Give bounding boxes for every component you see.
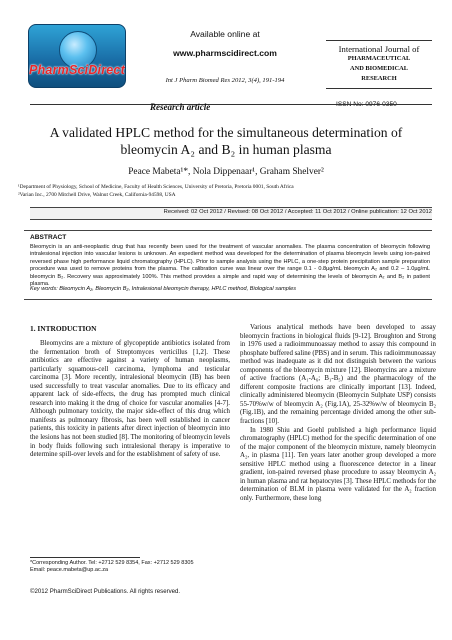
pharmscidirect-logo [28,24,126,88]
journal-name-line2: PHARMACEUTICAL [347,55,411,62]
keywords: Key words: Bleomycin A₂, Bleomycin B₂, Intralesional bleomycin therapy, HPLC method, Biological samples [30,286,297,292]
authors: Peace Mabeta¹*, Nola Dippenaar¹, Graham Shelver² [128,167,324,177]
right-paragraph-1: Various analytical methods have been developed to assay bleomycin fractions in biological fluids [9-12]. Broughton and Strong in 1976 used a radioimmunoassay method to assay this compound in phosphate buffered saline (PBS) and in serum. This radioimmunoassay method was inadequate as it did not distinguish between the various components of the bleomycin mixture [12]. Bleomycins are a mixture of active fractions (A₁-A₆; B₁-B₅) and the pharmacology of the different composite fractions are clinically important [13]. Indeed, clinically administered bleomycin (Bleomycin Sulphate USP) consists 55-70%w/w of bleomycin A₂ (Fig.1A), 25-32%w/w of bleomycin B₂ (Fig.1B), and the remaining percentage divided among the other sub-fractions [10]. [240,324,436,426]
abstract-text: Bleomycin is an anti-neoplastic drug that has recently been used for the treatment of vascular anomalies. The plasma concentration of bleomycin following intralesional injection into vascular lesions is unknown. An expedient method was developed for the determination of plasma bleomycin levels using ion-paired reversed phase high performance liquid chromatography (HPLC). Prior to sample analysis using the HPLC, a one-step protein precipitation sample preparation procedure was used to remove proteins from the plasma. The calibration curve was linear over the range 0.1 - 0.8µg/mL bleomycin A₂ and 0.2 – 1.0µg/mL bleomycin B₂. Recovery was approximately 100%. This method provides a simple and rapid way of determining the levels of bleomycin A₂ and B₂ in patient plasma. [30,244,430,288]
affiliation-1: ¹Department of Physiology, School of Medicine, Faculty of Health Sciences, University of Pretoria, Pretoria 0001, South Africa [18,184,294,190]
affiliation-2: ²Varian Inc., 2700 Mitchell Drive, Walnut Creek, California-94598, USA [18,192,176,198]
corresponding-author [30,560,230,574]
journal-url-link[interactable]: www.pharmscidirect.com [173,48,277,58]
header-divider [30,104,432,105]
abstract-heading: ABSTRACT [30,234,67,241]
right-column [240,324,436,503]
journal-name-line1: International Journal of [338,44,420,54]
journal-name-line3: AND BIOMEDICAL [349,65,409,72]
journal-name-box [326,40,432,89]
journal-name-line4: RESEARCH [361,75,397,82]
corresponding-author-contact: *Corresponding Author. Tel: +2712 529 8354, Fax: +2712 529 8305 [30,560,194,566]
intro-paragraph: Bleomycins are a mixture of glycopeptide antibiotics isolated from the fermentation broth of Streptomyces verticillus [1,2]. These antibiotics are effective against a variety of human neoplasms, particularly squamous-cell carcinoma, lymphoma and testicular carcinoma [3]. More recently, intralesional bleomycin (IB) has been used successfully to treat vascular anomalies. Due to its efficacy and apparent lack of side-effects, the drug has prompted much clinical research into making it the drug of choice for vascular anomalies [4-7]. Although pulmonary toxicity, the major side-effect of this drug which manifests as pulmonary fibrosis, has been well established in cancer patients, this toxicity in patients after direct injection of bleomycin into the lesions has not been studied [8]. The monitoring of bleomycin levels in body fluids following such intralesional therapy is imperative to determine spill-over levels and for the establishment of safety of use. [30,340,230,459]
issn: ISSN No: 0976-0350 [336,101,397,108]
citation: Int J Pharm Biomed Res 2012, 3(4), 191-194 [165,77,285,84]
article-title [20,124,432,158]
copyright: ©2012 PharmSciDirect Publications. All rights reserved. [30,588,181,595]
publication-dates: Received: 02 Oct 2012 / Revised: 08 Oct 2012 / Accepted: 11 Oct 2012 / Online publication: 12 Oct 2012 [163,209,432,215]
title-line2: bleomycin A₂ and B₂ in human plasma [120,142,332,157]
left-column [30,340,230,460]
article-type: Research article [150,102,211,112]
available-online-label: Available online at [190,29,260,39]
logo-text: PharmSciDirect [29,63,125,77]
title-line1: A validated HPLC method for the simultaneous determination of [49,125,403,140]
right-paragraph-2: In 1980 Shiu and Goehl published a high performance liquid chromatography (HPLC) method for the specific determination of one of the major component of the bleomycin mixture, namely bleomycin A₂, in plasma [11]. Ten years later another group developed a more sensitive HPLC method using a fluorescence detector in a linear gradient, ion-paired reversed phase procedure to assay bleomycin A₂ in human plasma and rat hepatocytes [3]. These HPLC methods for the determination of BLM in plasma were validated for the A₂ fraction only. Furthermore, these long [240,426,436,502]
footnote-divider [30,557,140,558]
introduction-heading: 1. INTRODUCTION [30,324,97,333]
corresponding-author-email[interactable]: Email: peace.mabeta@up.ac.za [30,567,109,573]
